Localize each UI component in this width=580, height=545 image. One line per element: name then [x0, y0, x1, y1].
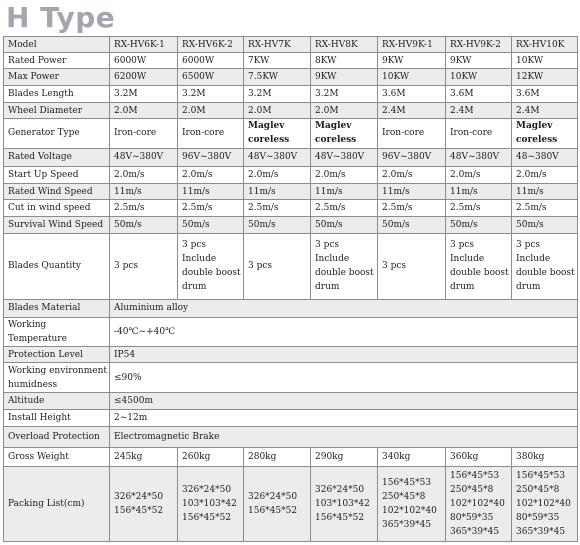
spec-cell: 3 pcs Include double boost drum	[446, 233, 512, 299]
table-row	[4, 427, 578, 447]
spec-cell: 380kg	[512, 447, 578, 466]
spec-cell: 96V~380V	[178, 148, 244, 166]
spec-cell: 3.2M	[110, 85, 178, 102]
spec-cell: RX-HV6K-1	[110, 37, 178, 53]
row-label: Cut in wind speed	[4, 200, 110, 217]
spec-cell: 2.0m/s	[244, 166, 311, 183]
row-label: Start Up Speed	[4, 166, 110, 183]
spec-cell: 2.4M	[378, 102, 446, 118]
table-row	[4, 69, 578, 85]
spec-cell: 340kg	[378, 447, 446, 466]
spec-cell: 50m/s	[311, 217, 378, 233]
spec-cell: 48V~380V	[110, 148, 178, 166]
spec-cell: 326*24*50 156*45*52	[110, 466, 178, 541]
row-label: Generator Type	[4, 119, 110, 148]
row-label: Blades Quantity	[4, 233, 110, 299]
spec-cell: 6000W	[178, 53, 244, 69]
spec-cell: 2.0M	[110, 102, 178, 118]
spec-cell: 2.0m/s	[512, 166, 578, 183]
table-row	[4, 53, 578, 69]
spec-value: IP54	[110, 347, 578, 363]
spec-cell: 3 pcs	[244, 233, 311, 299]
spec-value: 2~12m	[110, 410, 578, 427]
spec-cell: 9KW	[311, 69, 378, 85]
spec-cell: 7.5KW	[244, 69, 311, 85]
spec-cell: 8KW	[311, 53, 378, 69]
spec-cell: 6000W	[110, 53, 178, 69]
row-label: Overload Protection	[4, 427, 110, 447]
page-title: H Type	[6, 1, 116, 34]
spec-cell: 3 pcs	[110, 233, 178, 299]
row-label: Survival Wind Speed	[4, 217, 110, 233]
spec-cell: Iron-core	[378, 119, 446, 148]
spec-cell: 50m/s	[244, 217, 311, 233]
table-row	[4, 410, 578, 427]
table-row	[4, 200, 578, 217]
spec-cell: RX-HV9K-2	[446, 37, 512, 53]
spec-cell: 3.6M	[512, 85, 578, 102]
spec-cell: 7KW	[244, 53, 311, 69]
spec-cell: 2.4M	[512, 102, 578, 118]
spec-cell: 10KW	[512, 53, 578, 69]
spec-value: ≤90%	[110, 363, 578, 392]
table-row	[4, 148, 578, 166]
spec-cell: 2.5m/s	[512, 200, 578, 217]
spec-cell: 2.5m/s	[244, 200, 311, 217]
spec-cell: 10KW	[446, 69, 512, 85]
table-row	[4, 299, 578, 317]
spec-cell: RX-HV7K	[244, 37, 311, 53]
row-label: Install Height	[4, 410, 110, 427]
spec-cell: 2.0m/s	[110, 166, 178, 183]
row-label: Blades Length	[4, 85, 110, 102]
spec-table	[3, 36, 578, 542]
table-row	[4, 166, 578, 183]
table-row	[4, 347, 578, 363]
spec-cell: 2.0m/s	[178, 166, 244, 183]
spec-cell: 156*45*53 250*45*8 102*102*40 80*59*35 365*39*45	[446, 466, 512, 541]
spec-cell: 2.0M	[244, 102, 311, 118]
spec-cell: 2.5m/s	[446, 200, 512, 217]
table-row	[4, 85, 578, 102]
row-label: Model	[4, 37, 110, 53]
table-row	[4, 233, 578, 299]
spec-cell: 11m/s	[244, 184, 311, 200]
spec-cell: RX-HV9K-1	[378, 37, 446, 53]
spec-cell: RX-HV10K	[512, 37, 578, 53]
spec-cell: 50m/s	[378, 217, 446, 233]
spec-cell: 6200W	[110, 69, 178, 85]
spec-cell: 9KW	[378, 53, 446, 69]
spec-cell: 11m/s	[110, 184, 178, 200]
spec-cell: 2.4M	[446, 102, 512, 118]
spec-cell: 2.0m/s	[311, 166, 378, 183]
row-label: Max Power	[4, 69, 110, 85]
table-row	[4, 184, 578, 200]
table-row	[4, 317, 578, 346]
row-label: Rated Power	[4, 53, 110, 69]
spec-cell: 326*24*50 103*103*42 156*45*52	[178, 466, 244, 541]
spec-cell: 2.0m/s	[446, 166, 512, 183]
spec-value: ≤4500m	[110, 392, 578, 409]
table-row	[4, 217, 578, 233]
spec-cell: Iron-core	[446, 119, 512, 148]
spec-value: -40℃~+40℃	[110, 317, 578, 346]
table-row	[4, 102, 578, 118]
spec-cell: 2.5m/s	[178, 200, 244, 217]
spec-cell: 11m/s	[512, 184, 578, 200]
row-label: Working environment humidness	[4, 363, 110, 392]
spec-cell: 3.6M	[446, 85, 512, 102]
table-row	[4, 466, 578, 541]
table-row	[4, 447, 578, 466]
spec-cell: 3.2M	[244, 85, 311, 102]
spec-cell: 48V~380V	[446, 148, 512, 166]
spec-cell: 156*45*53 250*45*8 102*102*40 80*59*35 365*39*45	[512, 466, 578, 541]
row-label: Rated Voltage	[4, 148, 110, 166]
spec-cell: 3.2M	[178, 85, 244, 102]
spec-cell: Maglev coreless	[244, 119, 311, 148]
spec-cell: 48~380V	[512, 148, 578, 166]
spec-cell: 260kg	[178, 447, 244, 466]
row-label: Packing List(cm)	[4, 466, 110, 541]
spec-cell: 3 pcs Include double boost drum	[178, 233, 244, 299]
spec-cell: 2.5m/s	[110, 200, 178, 217]
row-label: Rated Wind Speed	[4, 184, 110, 200]
row-label: Gross Weight	[4, 447, 110, 466]
table-row	[4, 363, 578, 392]
spec-cell: RX-HV6K-2	[178, 37, 244, 53]
spec-cell: 50m/s	[446, 217, 512, 233]
spec-value: Aluminium alloy	[110, 299, 578, 317]
spec-cell: 48V~380V	[244, 148, 311, 166]
spec-cell: 96V~380V	[378, 148, 446, 166]
spec-cell: 290kg	[311, 447, 378, 466]
spec-cell: 9KW	[446, 53, 512, 69]
spec-cell: Maglev coreless	[311, 119, 378, 148]
spec-cell: Maglev coreless	[512, 119, 578, 148]
spec-cell: 11m/s	[311, 184, 378, 200]
row-label: Wheel Diameter	[4, 102, 110, 118]
spec-cell: RX-HV8K	[311, 37, 378, 53]
table-row	[4, 392, 578, 409]
row-label: Altitude	[4, 392, 110, 409]
spec-cell: 360kg	[446, 447, 512, 466]
spec-cell: 50m/s	[512, 217, 578, 233]
spec-cell: 326*24*50 103*103*42 156*45*52	[311, 466, 378, 541]
spec-cell: 12KW	[512, 69, 578, 85]
spec-cell: 11m/s	[178, 184, 244, 200]
row-label: Working Temperature	[4, 317, 110, 346]
spec-cell: 11m/s	[378, 184, 446, 200]
spec-cell: 50m/s	[178, 217, 244, 233]
spec-cell: 2.0m/s	[378, 166, 446, 183]
spec-cell: 2.5m/s	[311, 200, 378, 217]
table-row	[4, 119, 578, 148]
spec-value: Electromagnetic Brake	[110, 427, 578, 447]
spec-cell: 3 pcs Include double boost drum	[311, 233, 378, 299]
spec-cell: Iron-core	[110, 119, 178, 148]
spec-cell: 245kg	[110, 447, 178, 466]
spec-cell: 3 pcs Include double boost drum	[512, 233, 578, 299]
spec-cell: 3.6M	[378, 85, 446, 102]
spec-cell: 156*45*53 250*45*8 102*102*40 365*39*45	[378, 466, 446, 541]
row-label: Protection Level	[4, 347, 110, 363]
spec-cell: 11m/s	[446, 184, 512, 200]
spec-cell: 3.2M	[311, 85, 378, 102]
spec-cell: 326*24*50 156*45*52	[244, 466, 311, 541]
spec-cell: 280kg	[244, 447, 311, 466]
spec-cell: 10KW	[378, 69, 446, 85]
spec-cell: 2.5m/s	[378, 200, 446, 217]
row-label: Blades Material	[4, 299, 110, 317]
spec-cell: 50m/s	[110, 217, 178, 233]
table-row	[4, 37, 578, 53]
spec-cell: 3 pcs	[378, 233, 446, 299]
spec-cell: 2.0M	[311, 102, 378, 118]
spec-cell: Iron-core	[178, 119, 244, 148]
spec-cell: 48V~380V	[311, 148, 378, 166]
spec-cell: 2.0M	[178, 102, 244, 118]
spec-cell: 6500W	[178, 69, 244, 85]
